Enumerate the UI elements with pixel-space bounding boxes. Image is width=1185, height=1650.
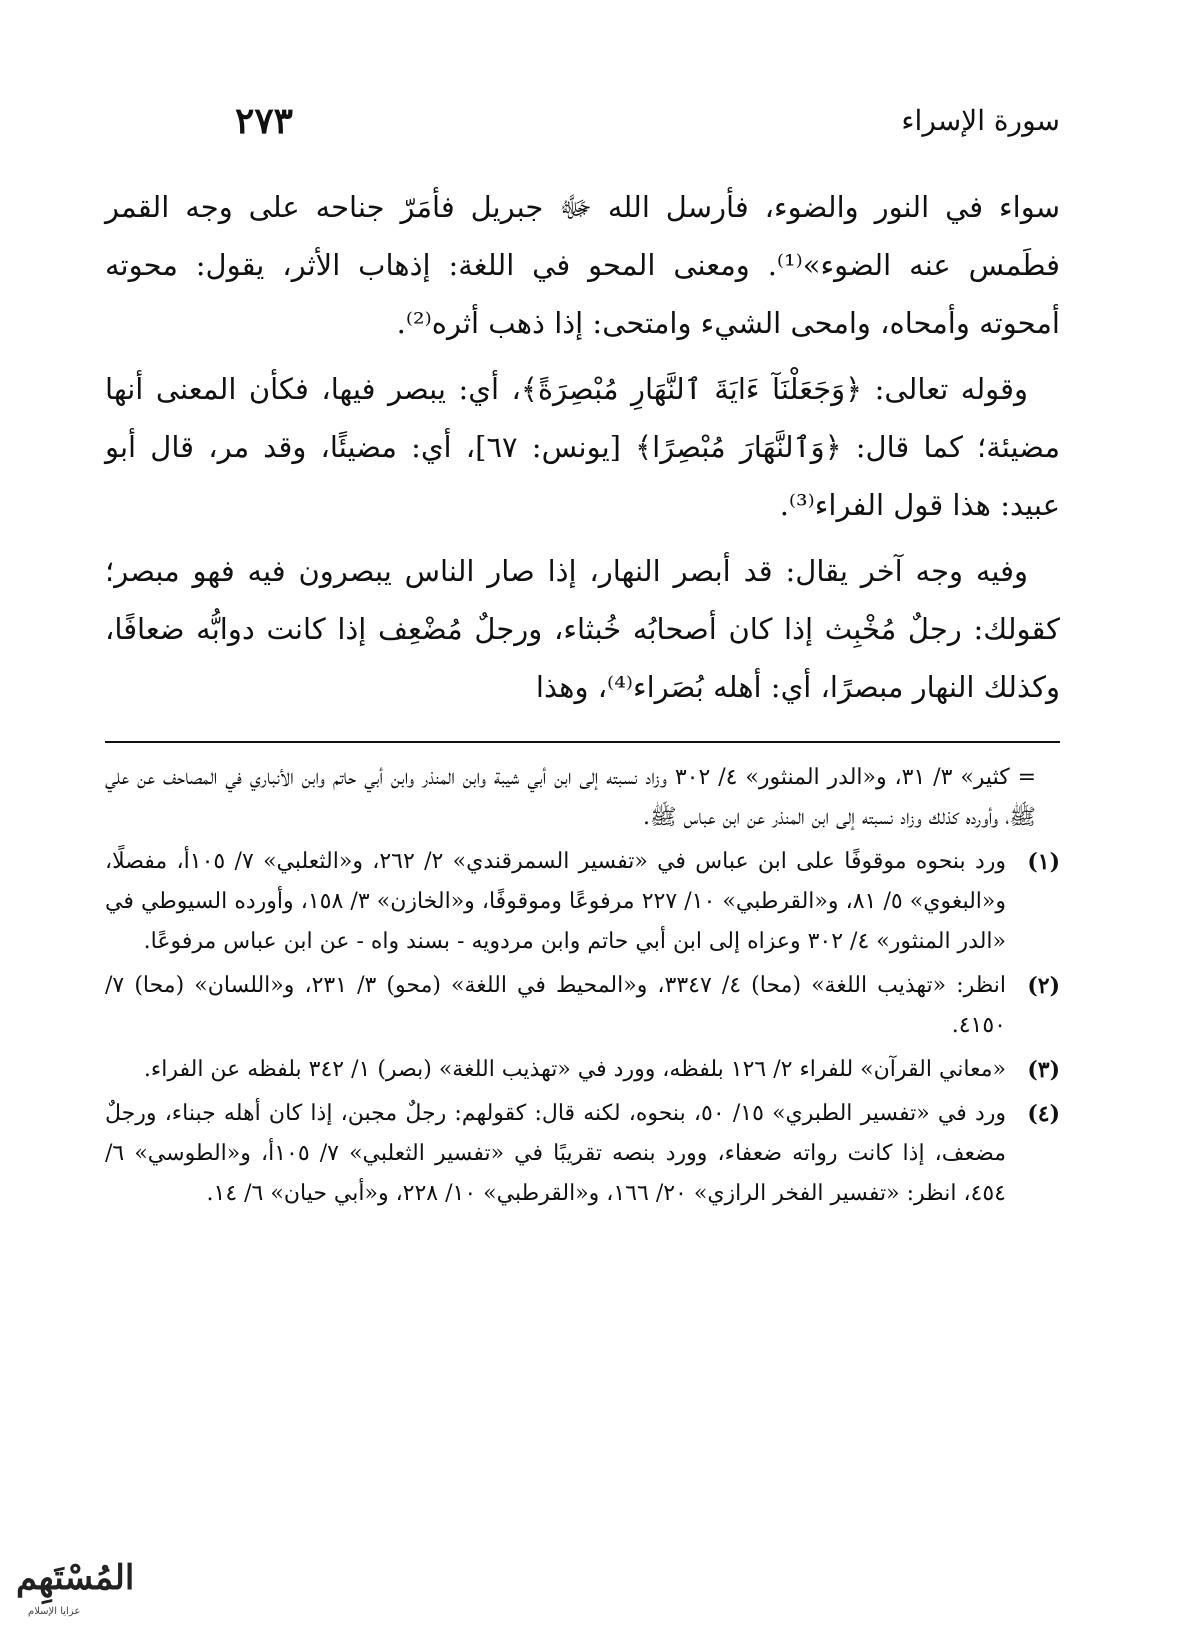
footnote-text: انظر: «تهذيب اللغة» (محا) ٤/ ٣٣٤٧، و«المحيط في اللغة» (محو) ٣/ ٢٣١، و«اللسان» (محا) ٧/ ٤١٥٠. [105,973,1007,1038]
footnote-divider [105,741,1060,743]
footnote-marker: (١) [1027,849,1060,875]
footnote-text: ورد في «تفسير الطبري» ١٥/ ٥٠، بنحوه، لكنه قال: كقولهم: رجلٌ مجبن، إذا كان أهله جبناء، ورجلٌ مضعف، إذا كانت رواته ضعفاء، وورد بنصه تقريبًا في «تفسير الثعلبي» ٧/ ١٠٥أ، و«الطوسي» ٦/ ٤٥٤، انظر: «تفسير الفخر الرازي» ٢٠/ ١٦٦، و«القرطبي» ١٠/ ٢٢٨، و«أبي حيان» ٦/ ١٤. [105,1101,1007,1206]
logo-subtext: عزايا الإسلام [28,1606,81,1617]
footnotes-section [105,758,1060,1218]
main-text [105,178,1060,716]
footnote-marker: (٣) [1027,1057,1060,1083]
footnote-text: = كثير» ٣/ ٣١، و«الدر المنثور» ٤/ ٣٠٢ وزاد نسبته إلى ابن أبي شيبة وابن المنذر وابن أبي حاتم وابن الأنباري في المصاحف عن علي ﷺ، وأورده كذلك وزاد نسبته إلى ابن المنذر عن ابن عباس ﷺ. [105,765,1037,830]
body-paragraph: سواء في النور والضوء، فأرسل الله ﷻ جبريل فأمَرّ جناحه على وجه القمر فطَمس عنه الضوء»⁽¹⁾. ومعنى المحو في اللغة: إذهاب الأثر، يقول: محوته أمحوته وأمحاه، وامحى الشيء وامتحى: إذا ذهب أثره⁽²⁾. [105,190,1060,340]
footnote-4 [105,1094,1060,1214]
logo-text: المُسْتَهِم [16,1558,135,1598]
footnote-text: ورد بنحوه موقوفًا على ابن عباس في «تفسير السمرقندي» ٢/ ٢٦٢، و«الثعلبي» ٧/ ١٠٥أ، مفصلًا، و«البغوي» ٥/ ٨١، و«القرطبي» ١٠/ ٢٢٧ مرفوعًا وموقوفًا، و«الخازن» ٣/ ١٥٨، وأورده السيوطي في «الدر المنثور» ٤/ ٣٠٢ وعزاه إلى ابن أبي حاتم وابن مردويه - بسند واه - عن ابن عباس مرفوعًا. [105,849,1007,954]
page-number: ٢٧٣ [235,100,294,142]
footnote-2 [105,966,1060,1046]
footnote-marker-spacer [1036,758,1060,838]
watermark-logo [10,1552,135,1632]
body-paragraph: وفيه وجه آخر يقال: قد أبصر النهار، إذا صار الناس يبصرون فيه فهو مبصر؛ كقولك: رجلٌ مُخْبِث إذا كان أصحابُه خُبثاء، ورجلٌ مُضْعِف إذا كانت دوابُّه ضعافًا، وكذلك النهار مبصرًا، أي: أهله بُصَراء⁽⁴⁾، وهذا [105,554,1060,704]
footnote-continuation [105,758,1060,838]
surah-title: سورة الإسراء [901,104,1060,137]
footnote-1 [105,842,1060,962]
footnote-marker: (٤) [1027,1101,1060,1127]
footnote-text: «معاني القرآن» للفراء ٢/ ١٢٦ بلفظه، وورد في «تهذيب اللغة» (بصر) ١/ ٣٤٢ بلفظه عن الفراء. [143,1057,1006,1082]
footnote-3 [105,1050,1060,1090]
page-header [100,100,1060,150]
footnote-marker: (٢) [1027,973,1060,999]
body-paragraph: وقوله تعالى: ﴿وَجَعَلْنَآ ءَايَةَ ٱلنَّهَارِ مُبْصِرَةً﴾، أي: يبصر فيها، فكأن المعنى أنها مضيئة؛ كما قال: ﴿وَٱلنَّهَارَ مُبْصِرًا﴾ [يونس: ٦٧]، أي: مضيئًا، وقد مر، قال أبو عبيد: هذا قول الفراء⁽³⁾. [105,372,1060,522]
